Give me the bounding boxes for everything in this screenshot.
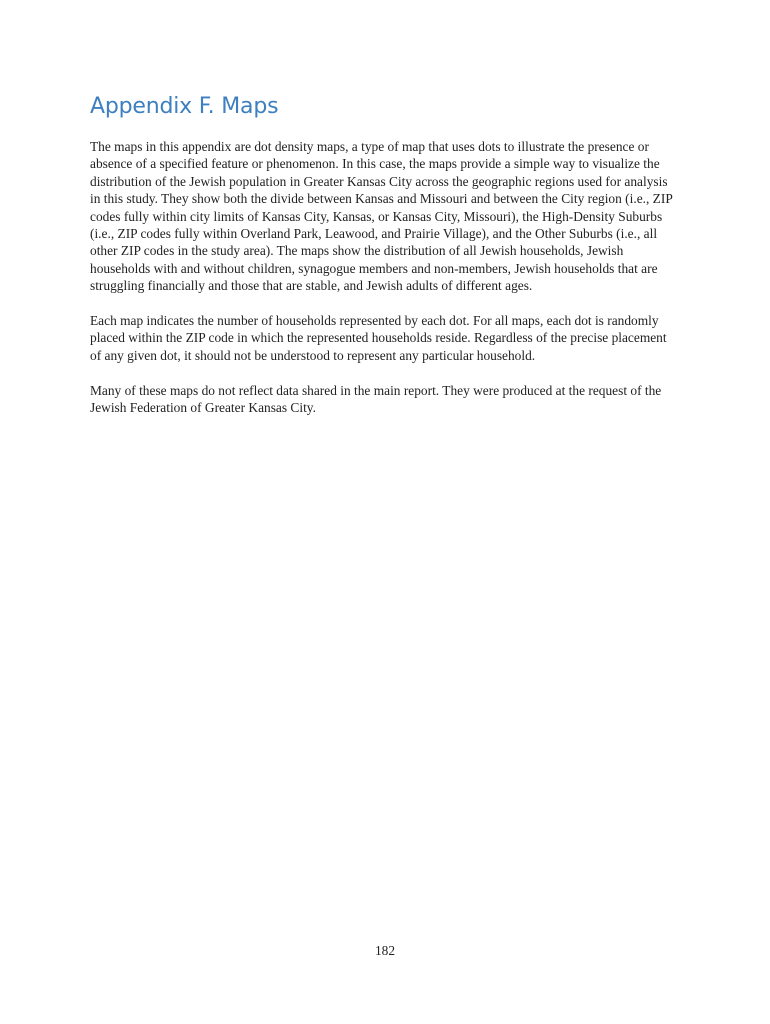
paragraph-intro: The maps in this appendix are dot density maps, a type of map that uses dots to illustrate the presence or absence of a specified feature or phenomenon. In this case, the maps provide a simple way to visualize the distribution of the Jewish population in Greater Kansas City across the geographic regions used for analysis in this study. They show both the divide between Kansas and Missouri and between the City region (i.e., ZIP codes fully within city limits of Kansas City, Kansas, or Kansas City, Missouri), the High-Density Suburbs (i.e., ZIP codes fully within Overland Park, Leawood, and Prairie Village), and the Other Suburbs (i.e., all other ZIP codes in the study area). The maps show the distribution of all Jewish households, Jewish households with and without children, synagogue members and non-members, Jewish households that are struggling financially and those that are stable, and Jewish adults of different ages. bbox=[90, 139, 673, 294]
paragraph-dot-placement: Each map indicates the number of households represented by each dot. For all maps, each dot is randomly placed within the ZIP code in which the represented households reside. Regardless of the precise placement of any given dot, it should not be understood to represent any particular household. bbox=[90, 313, 667, 363]
page-title: Appendix F. Maps bbox=[90, 94, 279, 119]
page-number: 182 bbox=[374, 943, 396, 958]
paragraph-data-note: Many of these maps do not reflect data shared in the main report. They were produced at the request of the Jewish Federation of Greater Kansas City. bbox=[90, 382, 662, 416]
body-text bbox=[90, 138, 678, 434]
